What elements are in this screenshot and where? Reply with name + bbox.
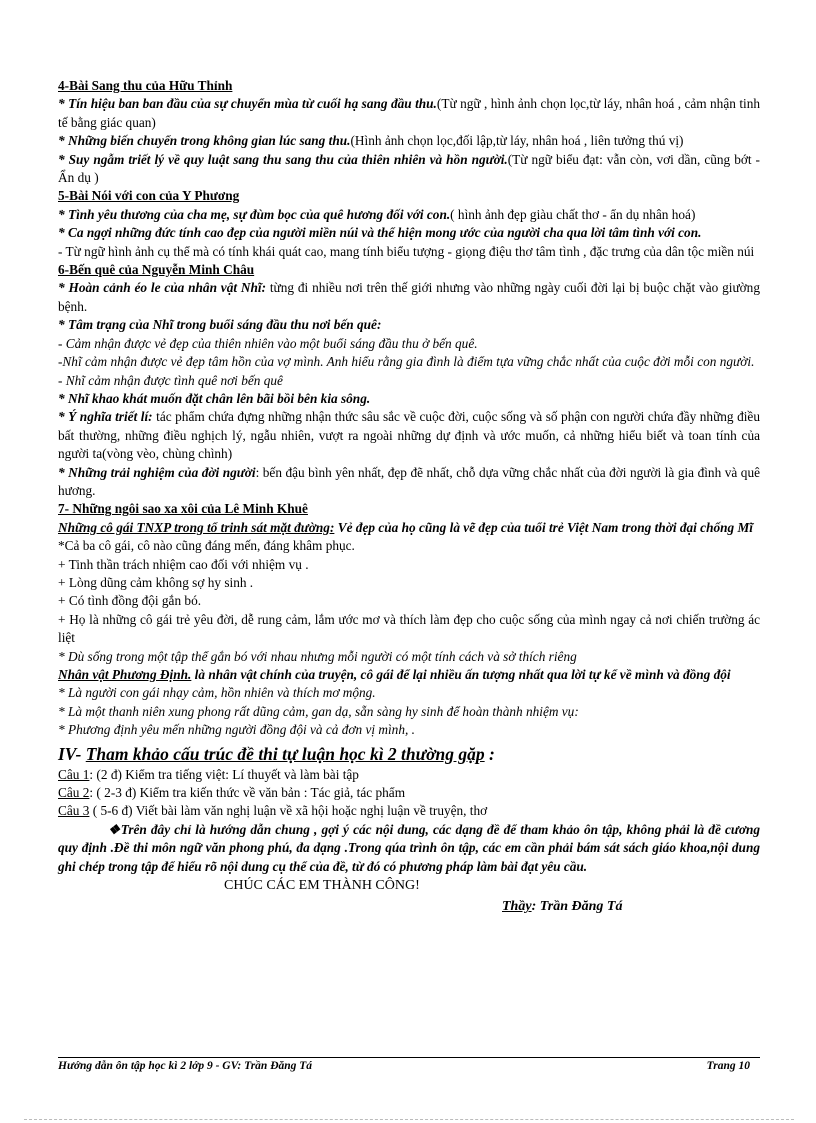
page-footer [58, 1057, 760, 1072]
paragraph [58, 132, 760, 150]
paragraph [58, 666, 760, 684]
paragraph: *Cả ba cô gái, cô nào cũng đáng mến, đáng khâm phục. [58, 538, 355, 554]
bold-lead: * Tình yêu thương của cha mẹ, sự đùm bọc của quê hương đối với con. [58, 206, 451, 222]
signature-title: Thầy [502, 899, 532, 915]
text: ( 5-6 đ) Viết bài làm văn nghị luận về xã hội hoặc nghị luận về truyện, thơ [89, 803, 488, 819]
bold-lead: * Những biến chuyển trong không gian lúc sang thu. [58, 133, 351, 149]
bold-lead: * Hoàn cảnh éo le của nhân vật Nhĩ: [58, 280, 267, 296]
text: Vẻ đẹp của họ cũng là vẽ đẹp của tuổi trẻ Việt Nam trong thời đại chống Mĩ [334, 519, 753, 535]
text: ( hình ảnh đẹp giàu chất thơ - ẩn dụ nhân hoá) [450, 206, 696, 222]
question-label: Câu 1 [58, 766, 90, 782]
diamond-bullet-icon: ❖ [108, 821, 121, 837]
paragraph: * Tâm trạng của Nhĩ trong buổi sáng đầu thu nơi bến quê: [58, 317, 382, 333]
heading-title: Tham khảo cấu trúc đề thi tự luận học kì 2 thường gặp [85, 743, 485, 764]
paragraph: * Dù sống trong một tập thể gắn bó với nhau nhưng mỗi người có một tính cách và sở thích riêng [58, 648, 577, 664]
question-1 [58, 766, 760, 784]
paragraph: - Cảm nhận được vẻ đẹp của thiên nhiên vào một buổi sáng đầu thu ở bến quê. [58, 335, 478, 351]
closing-wish: CHÚC CÁC EM THÀNH CÔNG! [224, 878, 420, 894]
footer-left: Hướng dẫn ôn tập học kì 2 lớp 9 - GV: Trần Đăng Tá [58, 1060, 313, 1072]
list-item: + Họ là những cô gái trẻ yêu đời, dễ rung cảm, lắm ước mơ và thích làm đẹp cho cuộc sống của mình ngay cả nơi chiến trường ác liệt [58, 611, 760, 646]
paragraph: * Nhĩ khao khát muốn đặt chân lên bãi bồi bên kia sông. [58, 390, 371, 406]
paragraph: * Ca ngợi những đức tính cao đẹp của người miền núi và thể hiện mong ước của người cha qua lời tâm tình với con. [58, 225, 702, 241]
question-label: Câu 2 [58, 785, 90, 801]
paragraph [58, 464, 760, 501]
paragraph: * Là một thanh niên xung phong rất dũng cảm, gan dạ, sẵn sàng hy sinh để hoàn thành nhiệm vụ: [58, 703, 579, 719]
list-item: + Có tình đồng đội gắn bó. [58, 593, 202, 609]
text: (Từ ngữ biểu đạt: vẫn còn, vơi dần, cũng bớt - Ẩn dụ ) [58, 151, 760, 186]
question-3 [58, 802, 760, 820]
list-item: + Lòng dũng cảm không sợ hy sinh . [58, 574, 254, 590]
paragraph [58, 519, 760, 537]
signature [58, 896, 760, 918]
bold-lead: * Suy ngẫm triết lý về quy luật sang thu sang thu của thiên nhiên và hồn người. [58, 151, 508, 167]
bold-lead: * Ý nghĩa triết lí: [58, 409, 153, 425]
text: : ( 2-3 đ) Kiểm tra kiến thức về văn bản : Tác giả, tác phẩm [89, 785, 406, 801]
bold-lead: Những cô gái TNXP trong tổ trinh sát mặt đường: [58, 519, 335, 535]
paragraph: - Nhĩ cảm nhận được tình quê nơi bến quê [58, 372, 283, 388]
bold-lead: Nhân vật Phương Định. [58, 667, 192, 682]
note-paragraph [58, 821, 760, 876]
heading-prefix: IV- [58, 743, 86, 764]
text: Trên đây chỉ là hướng dẫn chung , gợi ý các nội dung, các dạng đề để tham khảo ôn tập, không phải là đề cương quy định .Đề thi môn ngữ văn phong phú, đa dạng .Trong qúa trình ôn tập, các em cần phải bám sát sách giáo khoa,nội dung ghi chép trong tập để hiểu rõ nội dung cụ thể của đề, từ đó có phương pháp làm bài đạt yêu cầu. [58, 821, 760, 874]
paragraph: * Là người con gái nhạy cảm, hồn nhiên và thích mơ mộng. [58, 685, 376, 701]
paragraph [58, 408, 760, 463]
section-7-heading: 7- Những ngôi sao xa xôi của Lê Minh Khuê [58, 501, 308, 517]
bold-lead: * Những trải nghiệm của đời người [58, 464, 256, 480]
text: tác phẩm chứa đựng những nhận thức sâu sắc về cuộc đời, cuộc sống và số phận con người chứa đầy những điều bất thường, những điều nghịch lý, ngẫu nhiên, vượt ra ngoài những dự định và ước muốn, cả những hiểu biết và toan tính của người ta(vòng vèo, chùng chình) [58, 409, 760, 462]
document-page [58, 77, 760, 918]
bold-lead: * Tín hiệu ban ban đầu của sự chuyển mùa từ cuối hạ sang đầu thu. [58, 96, 437, 112]
heading-suffix: : [484, 743, 495, 764]
text: : (2 đ) Kiểm tra tiếng việt: Lí thuyết và làm bài tập [89, 766, 359, 782]
page-number: Trang 10 [706, 1060, 750, 1072]
section-6-heading: 6-Bến quê của Nguyễn Minh Châu [58, 262, 255, 278]
signature-name: : Trần Đăng Tá [531, 899, 623, 915]
section-5-heading: 5-Bài Nói với con của Y Phương [58, 188, 240, 204]
page-edge-divider [24, 1119, 794, 1120]
question-2 [58, 784, 760, 802]
paragraph [58, 95, 760, 132]
paragraph [58, 279, 760, 316]
text: : bến đậu bình yên nhất, đẹp đẽ nhất, chỗ dựa vững chắc nhất của đời người là gia đình và quê hương. [58, 464, 760, 498]
paragraph: -Nhĩ cảm nhận được vẻ đẹp tâm hồn của vợ mình. Anh hiểu rằng gia đình là điểm tựa vững chắc nhất của cuộc đời mỗi con người. [58, 354, 755, 370]
section-4-heading: 4-Bài Sang thu của Hữu Thỉnh [58, 78, 233, 93]
paragraph [58, 206, 760, 224]
paragraph: - Từ ngữ hình ảnh cụ thể mà có tính khái quát cao, mang tính biểu tượng - giọng điệu thơ tâm tình , đặc trưng của dân tộc miền núi [58, 243, 755, 259]
text: (Hình ảnh chọn lọc,đối lập,từ láy, nhân hoá , liên tưởng thú vị) [350, 133, 684, 149]
section-iv-heading [58, 742, 760, 766]
text: (Từ ngữ , hình ảnh chọn lọc,từ láy, nhân hoá , cảm nhận tinh tế bằng giác quan) [58, 96, 760, 130]
text: từng đi nhiều nơi trên thế giới nhưng vào những ngày cuối đời lại bị buộc chặt vào giường bệnh. [58, 280, 760, 314]
text: là nhân vật chính của truyện, cô gái để lại nhiều ấn tượng nhất qua lời tự kể về mình và đồng đội [191, 667, 731, 682]
paragraph [58, 151, 760, 188]
list-item: + Tinh thần trách nhiệm cao đối với nhiệm vụ . [58, 556, 309, 572]
paragraph: * Phương định yêu mến những người đồng đội và cả đơn vị mình, . [58, 722, 415, 738]
question-label: Câu 3 [58, 803, 90, 819]
